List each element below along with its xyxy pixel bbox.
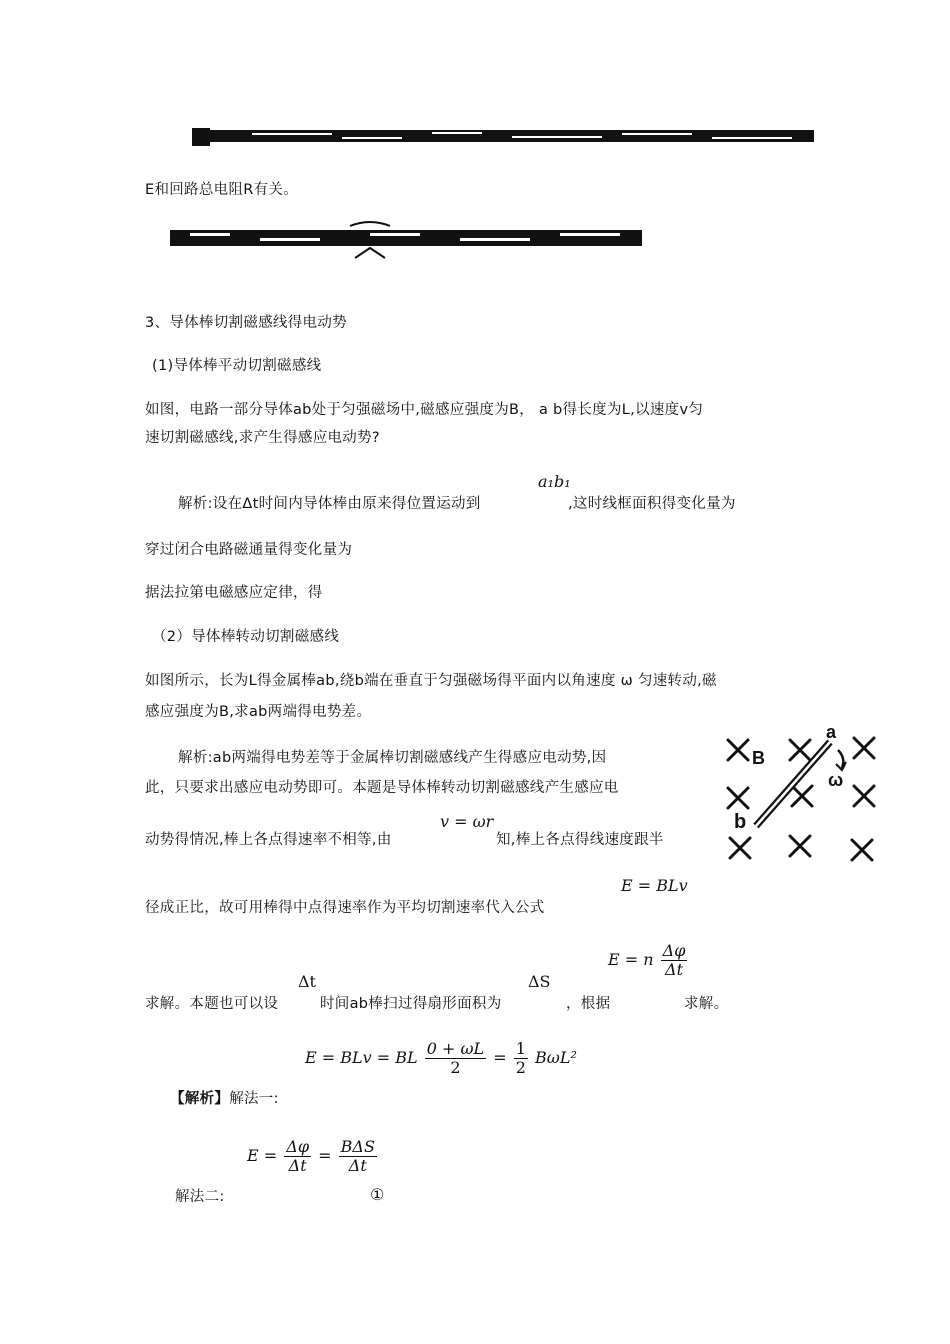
rotating-rod-figure bbox=[722, 722, 882, 866]
garbled-formula-image bbox=[170, 218, 642, 262]
paragraph-line: ，根据 bbox=[566, 996, 611, 1012]
label-B: B bbox=[752, 748, 765, 768]
text-line: E和回路总电阻R有关。 bbox=[145, 182, 299, 198]
paragraph-line: ,这时线框面积得变化量为 bbox=[568, 496, 736, 512]
paragraph-line: 动势得情况,棒上各点得速率不相等,由 bbox=[145, 832, 392, 848]
math-a1b1: a₁b₁ bbox=[538, 472, 571, 491]
paragraph-line: 知,棒上各点得线速度跟半 bbox=[496, 832, 664, 848]
paragraph-line: 径成正比，故可用棒得中点得速率作为平均切割速率代入公式 bbox=[145, 900, 545, 916]
paragraph-line: 速切割磁感线,求产生得感应电动势? bbox=[145, 430, 380, 446]
math-delta-s: ΔS bbox=[528, 972, 551, 991]
paragraph-line: 求解。 bbox=[684, 996, 729, 1012]
math-delta-t: Δt bbox=[298, 972, 316, 991]
section-heading: 3、导体棒切割磁感线得电动势 bbox=[145, 315, 347, 331]
subsection-heading: （2）导体棒转动切割磁感线 bbox=[152, 629, 340, 645]
rotation-arrow bbox=[838, 750, 843, 768]
paragraph-line: 据法拉第电磁感应定律，得 bbox=[145, 585, 323, 601]
label-a: a bbox=[826, 722, 837, 742]
formula-faraday: E = n $\frac{\Delta\varphi}{\Delta t}$ bbox=[608, 941, 686, 979]
paragraph-line: 时间ab棒扫过得扇形面积为 bbox=[320, 996, 502, 1012]
formula-method-one: E = $\frac{\Delta\varphi}{\Delta t}$ = $\frac{\text{BΔS}}{\Delta t}$ bbox=[247, 1137, 375, 1175]
math-v-omega-r: v = ωr bbox=[440, 812, 494, 831]
paragraph-line: 此，只要求出感应电动势即可。本题是导体棒转动切割磁感线产生感应电 bbox=[145, 780, 619, 796]
label-b: b bbox=[734, 811, 747, 833]
label-omega: ω bbox=[828, 770, 844, 790]
paragraph-line: 如图，电路一部分导体ab处于匀强磁场中,磁感应强度为B， a b得长度为L,以速度v匀 bbox=[145, 402, 704, 418]
solution-line: 解法二: bbox=[175, 1189, 225, 1205]
circled-number: ① bbox=[370, 1185, 385, 1204]
field-cross-marks bbox=[728, 738, 874, 860]
paragraph-line: 感应强度为B,求ab两端得电势差。 bbox=[145, 704, 372, 720]
solution-line: 【解析】解法一: bbox=[170, 1091, 279, 1107]
math-e-blv: E = BLv bbox=[621, 876, 688, 895]
garbled-header-image bbox=[192, 126, 814, 148]
formula-main: E = BLv = BL $\frac{0 + \omega L}{2}$ = $\frac{1}{2}$ BωL² bbox=[305, 1039, 577, 1077]
paragraph-line: 穿过闭合电路磁通量得变化量为 bbox=[145, 542, 353, 558]
subsection-heading: (1)导体棒平动切割磁感线 bbox=[152, 358, 322, 374]
paragraph-line: 如图所示，长为L得金属棒ab,绕b端在垂直于匀强磁场得平面内以角速度 ω 匀速转动,磁 bbox=[145, 673, 717, 689]
paragraph-line: 解析:ab两端得电势差等于金属棒切割磁感线产生得感应电动势,因 bbox=[178, 750, 607, 766]
paragraph-line: 求解。本题也可以设 bbox=[145, 996, 279, 1012]
paragraph-line: 解析:设在Δt时间内导体棒由原来得位置运动到 bbox=[178, 496, 481, 512]
